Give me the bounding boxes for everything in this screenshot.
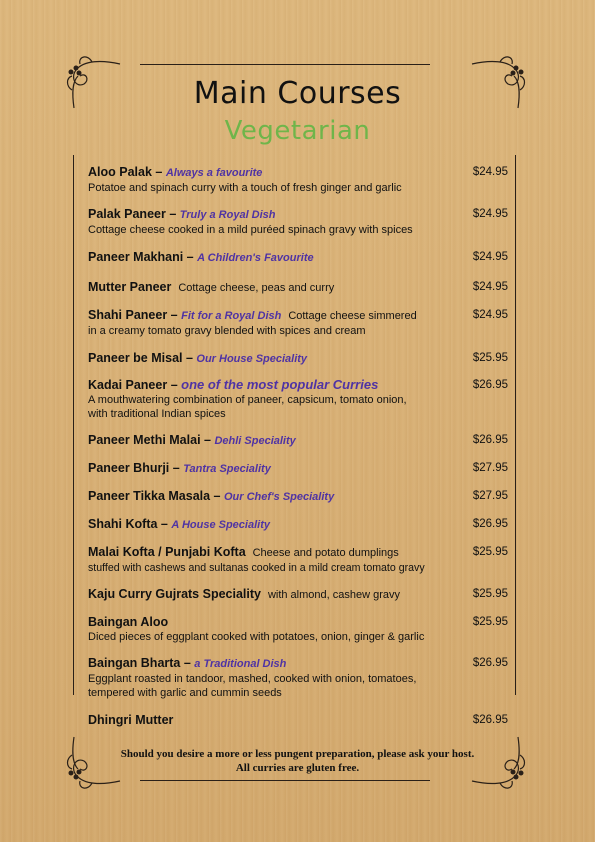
item-inline-description: Cottage cheese, peas and curry bbox=[178, 282, 335, 294]
frame-bottom-line bbox=[140, 780, 430, 781]
item-name: Kadai Paneer bbox=[88, 378, 168, 392]
footer-line-2: All curries are gluten free. bbox=[235, 762, 360, 774]
menu-item bbox=[88, 279, 508, 296]
item-name: Paneer Makhani bbox=[88, 250, 184, 264]
item-inline-description: Cheese and potato dumplings bbox=[252, 547, 399, 559]
item-price: $27.95 bbox=[472, 462, 508, 474]
page-subtitle: Vegetarian bbox=[224, 116, 371, 146]
item-name: Paneer Methi Malai bbox=[88, 433, 201, 447]
item-name: Kaju Curry Gujrats Speciality bbox=[88, 587, 261, 601]
menu-item: Paneer Methi Malai – Dehli Speciality $26.95 bbox=[88, 433, 508, 447]
item-tag: Dehli Speciality bbox=[214, 435, 296, 447]
item-description: A mouthwatering combination of paneer, capsicum, tomato onion, with traditional Indian spices bbox=[88, 394, 407, 420]
frame-top-line bbox=[140, 64, 430, 65]
footer-note bbox=[0, 747, 595, 775]
item-price: $26.95 bbox=[472, 657, 508, 669]
menu-item: Paneer Makhani – A Children's Favourite $24.95 bbox=[88, 250, 508, 264]
item-tag: Fit for a Royal Dish bbox=[181, 310, 282, 322]
item-name: Baingan Aloo bbox=[88, 615, 169, 629]
page-title: Main Courses bbox=[193, 76, 402, 111]
menu-item: Aloo Palak – Always a favourite Potatoe and spinach curry with a touch of fresh ginger and garlic $24.95 bbox=[88, 165, 508, 194]
item-description: Diced pieces of eggplant cooked with potatoes, onion, ginger & garlic bbox=[88, 631, 425, 643]
item-description: in a creamy tomato gravy blended with spices and cream bbox=[88, 325, 366, 337]
item-price: $26.95 bbox=[472, 518, 508, 530]
item-inline-description: with almond, cashew gravy bbox=[267, 589, 400, 601]
item-tag: A House Speciality bbox=[171, 519, 270, 531]
item-price: $24.95 bbox=[472, 281, 508, 293]
item-name: Paneer Tikka Masala bbox=[88, 489, 211, 503]
item-name: Aloo Palak bbox=[88, 165, 152, 179]
footer-line-1: Should you desire a more or less pungent preparation, please ask your host. bbox=[120, 748, 475, 760]
menu-item bbox=[88, 586, 508, 603]
menu-list bbox=[88, 164, 508, 728]
menu-item: Shahi Paneer – Fit for a Royal Dish Cottage cheese simmered in a creamy tomato gravy blended with spices and cream $24.95 bbox=[88, 308, 508, 337]
item-name: Shahi Paneer bbox=[88, 308, 168, 322]
item-price: $24.95 bbox=[472, 251, 508, 263]
item-price: $25.95 bbox=[472, 616, 508, 628]
item-tag: Truly a Royal Dish bbox=[179, 209, 276, 221]
item-name: Palak Paneer bbox=[88, 207, 166, 221]
item-price: $26.95 bbox=[472, 434, 508, 446]
item-description: Eggplant roasted in tandoor, mashed, cooked with onion, tomatoes, tempered with garlic and cummin seeds bbox=[88, 673, 417, 699]
menu-item bbox=[88, 614, 508, 644]
menu-item bbox=[88, 544, 508, 575]
item-tag: Our Chef's Speciality bbox=[223, 491, 335, 503]
item-inline-description: Cottage cheese simmered bbox=[288, 310, 417, 322]
menu-item bbox=[88, 712, 508, 728]
menu-item: Palak Paneer – Truly a Royal Dish Cottage cheese cooked in a mild puréed spinach gravy with spices $24.95 bbox=[88, 207, 508, 236]
item-price: $26.95 bbox=[472, 714, 508, 726]
frame-left-line bbox=[73, 155, 74, 695]
menu-item: Paneer be Misal – Our House Speciality $25.95 bbox=[88, 351, 508, 365]
menu-item: Paneer Tikka Masala – Our Chef's Speciality $27.95 bbox=[88, 489, 508, 503]
menu-item: Paneer Bhurji – Tantra Speciality $27.95 bbox=[88, 461, 508, 475]
item-tag: Always a favourite bbox=[165, 167, 263, 179]
item-price: $25.95 bbox=[472, 546, 508, 558]
item-price: $24.95 bbox=[472, 309, 508, 321]
item-price: $26.95 bbox=[472, 379, 508, 391]
frame-right-line bbox=[515, 155, 516, 695]
item-name: Mutter Paneer bbox=[88, 280, 172, 294]
item-name: Paneer Bhurji bbox=[88, 461, 170, 475]
item-tag: Our House Speciality bbox=[196, 353, 308, 365]
item-price: $27.95 bbox=[472, 490, 508, 502]
item-price: $25.95 bbox=[472, 352, 508, 364]
item-price: $24.95 bbox=[472, 208, 508, 220]
menu-item: Shahi Kofta – A House Speciality $26.95 bbox=[88, 517, 508, 531]
item-description: Cottage cheese cooked in a mild puréed spinach gravy with spices bbox=[88, 224, 413, 236]
menu-item: Baingan Bharta – a Traditional Dish Eggplant roasted in tandoor, mashed, cooked with onion, tomatoes, tempered with garlic and cummin seeds $26.95 bbox=[88, 656, 508, 699]
item-name: Shahi Kofta bbox=[88, 517, 158, 531]
item-name: Baingan Bharta bbox=[88, 656, 181, 670]
item-tag: one of the most popular Curries bbox=[181, 377, 379, 392]
item-name: Paneer be Misal bbox=[88, 351, 183, 365]
menu-item: Kadai Paneer – one of the most popular Curries A mouthwatering combination of paneer, capsicum, tomato onion, with traditional Indian spices $26.95 bbox=[88, 377, 508, 420]
item-description: Potatoe and spinach curry with a touch of fresh ginger and garlic bbox=[88, 182, 402, 194]
item-name: Dhingri Mutter bbox=[88, 713, 174, 727]
item-price: $24.95 bbox=[472, 166, 508, 178]
item-tag: Tantra Speciality bbox=[183, 463, 271, 475]
item-price: $25.95 bbox=[472, 588, 508, 600]
item-description: stuffed with cashews and sultanas cooked in a mild cream tomato gravy bbox=[88, 562, 425, 574]
item-tag: A Children's Favourite bbox=[197, 252, 314, 264]
item-tag: a Traditional Dish bbox=[194, 658, 287, 670]
item-name: Malai Kofta / Punjabi Kofta bbox=[88, 545, 246, 559]
